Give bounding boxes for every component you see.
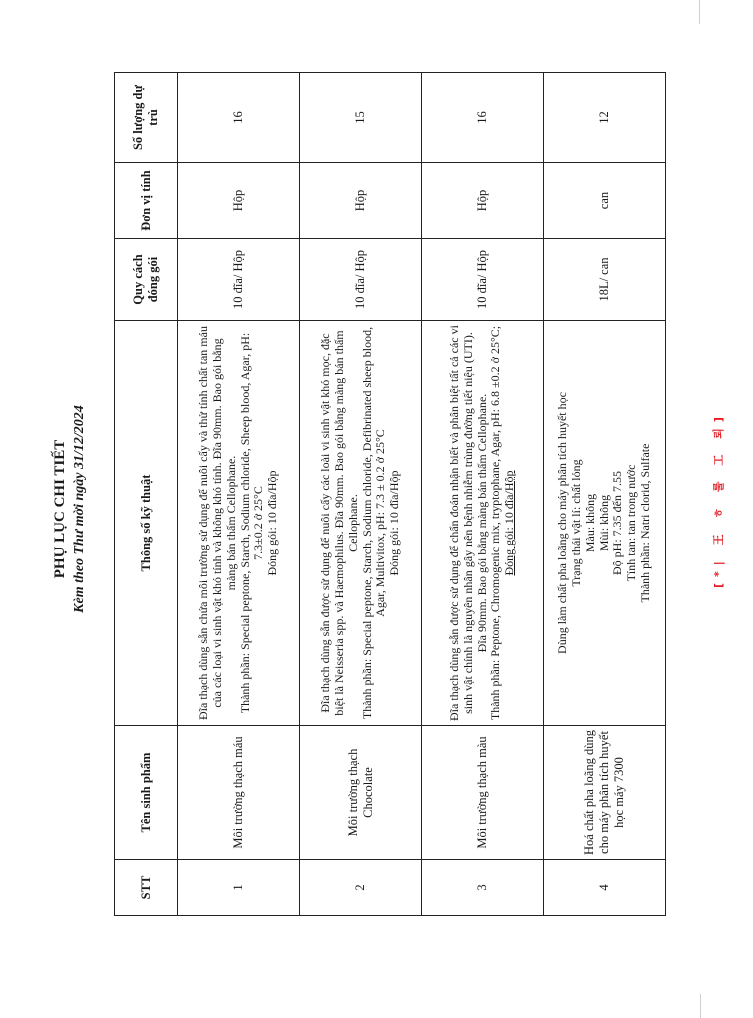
cell-packing: 10 đĩa/ Hộp xyxy=(178,239,300,321)
header-unit: Đơn vị tính xyxy=(115,163,178,239)
spec-line: Dùng làm chất pha loãng cho máy phân tích huyết học xyxy=(554,392,569,654)
cell-stt: 1 xyxy=(178,860,300,916)
spec-line: Tính tan: tan trong nước xyxy=(624,464,639,582)
cell-unit: Hộp xyxy=(300,163,422,239)
header-stt: STT xyxy=(115,860,178,916)
cell-name: Môi trường thạch màu xyxy=(422,726,544,860)
spec-line: Trạng thái vật lí: chất lỏng xyxy=(568,459,583,587)
spec-line: Thành phần: Natri clorid, Sulfate xyxy=(638,443,653,603)
header-qty: Số lượng dự trù xyxy=(115,73,178,163)
cell-spec xyxy=(422,321,544,726)
cell-unit: Hộp xyxy=(422,163,544,239)
spec-line: Đóng gói: 10 đĩa/Hộp xyxy=(265,470,280,576)
table-row xyxy=(422,73,544,916)
document-title: PHỤ LỤC CHI TIẾT xyxy=(52,439,68,579)
header-name: Tên sinh phẩm xyxy=(115,726,178,860)
cell-spec xyxy=(300,321,422,726)
spec-line: Mùi: không xyxy=(596,494,611,552)
spec-line: Đĩa thạch dùng sẵn chứa môi trường sử dụng để nuôi cấy và thử tính chất tan máu của các loại vi sinh vật khó tính và không khó tính. Đĩa 90mm. Bao gói bằng màng bán thấm Cellophane. xyxy=(195,326,238,720)
header-packing: Quy cách đóng gói xyxy=(115,239,178,321)
spec-table xyxy=(114,72,666,916)
cell-packing: 18L/ can xyxy=(544,239,666,321)
cell-packing: 10 đĩa/ Hộp xyxy=(300,239,422,321)
spec-line: Đóng gói: 10 đĩa/Hộp xyxy=(502,470,517,576)
cell-qty: 16 xyxy=(178,73,300,163)
cell-qty: 12 xyxy=(544,73,666,163)
cell-packing: 10 đĩa/ Hộp xyxy=(422,239,544,321)
table-row xyxy=(544,73,666,916)
document-subtitle: Kèm theo Thư mời ngày 31/12/2024 xyxy=(72,405,87,613)
cell-stt: 3 xyxy=(422,860,544,916)
table-header-row xyxy=(115,73,178,916)
cell-qty: 15 xyxy=(300,73,422,163)
cell-name: Hoá chất pha loãng dùng cho máy phân tích huyết học máy 7300 xyxy=(544,726,666,860)
spec-line: Thành phần: Special peptone, Starch, Sodium chloride, Sheep blood, Agar, pH: 7.3±0.2 ở 25°C xyxy=(237,332,266,714)
cell-unit: can xyxy=(544,163,666,239)
spec-line: Đóng gói: 10 đĩa/Hộp xyxy=(387,470,402,576)
spec-line: Thành phần: Special peptone, Starch, Sodium chloride, Defibrinated sheep blood, Agar, Multivitox, pH: 7.3 ± 0.2 ở 25°C xyxy=(359,326,388,720)
red-stamp-text: [*| 王 ㅎ 룰 工 뢰] xyxy=(712,411,725,588)
cell-spec xyxy=(544,321,666,726)
cell-spec xyxy=(178,321,300,726)
cell-unit: Hộp xyxy=(178,163,300,239)
cell-name: Môi trường thạch Chocolate xyxy=(300,726,422,860)
header-spec: Thông số kỹ thuật xyxy=(115,321,178,726)
cell-name: Môi trường thạch máu xyxy=(178,726,300,860)
cell-stt: 4 xyxy=(544,860,666,916)
cell-stt: 2 xyxy=(300,860,422,916)
spec-line: Màu: không xyxy=(582,493,597,553)
table-row xyxy=(300,73,422,916)
cell-qty: 16 xyxy=(422,73,544,163)
spec-line: Đĩa thạch dùng sẵn được sử dụng để chẩn đoán nhận biết và phân biệt tất cả các vi sinh vật chính là nguyên nhân gây nên bệnh nhiễm trùng đường tiết niệu (UTI). Đĩa 90mm. Bao gói bằng màng bán thấm Cellophane. xyxy=(446,325,489,721)
table-row xyxy=(178,73,300,916)
spec-line: Thành phần: Peptone, Chromogenic mix, tryptophane, Agar, pH: 6.8 ±0.2 ở 25°C; xyxy=(488,325,503,721)
spec-line: Đĩa thạch dùng sẵn được sử dụng để nuôi cấy các loài vi sinh vật khó mọc, đặc biệt là Neisseria spp. và Haemophilus. Đĩa 90mm. Bao gói bằng màng bán thấm Cellophane. xyxy=(317,330,360,716)
spec-line: Độ pH: 7.35 đến 7.55 xyxy=(610,471,625,575)
